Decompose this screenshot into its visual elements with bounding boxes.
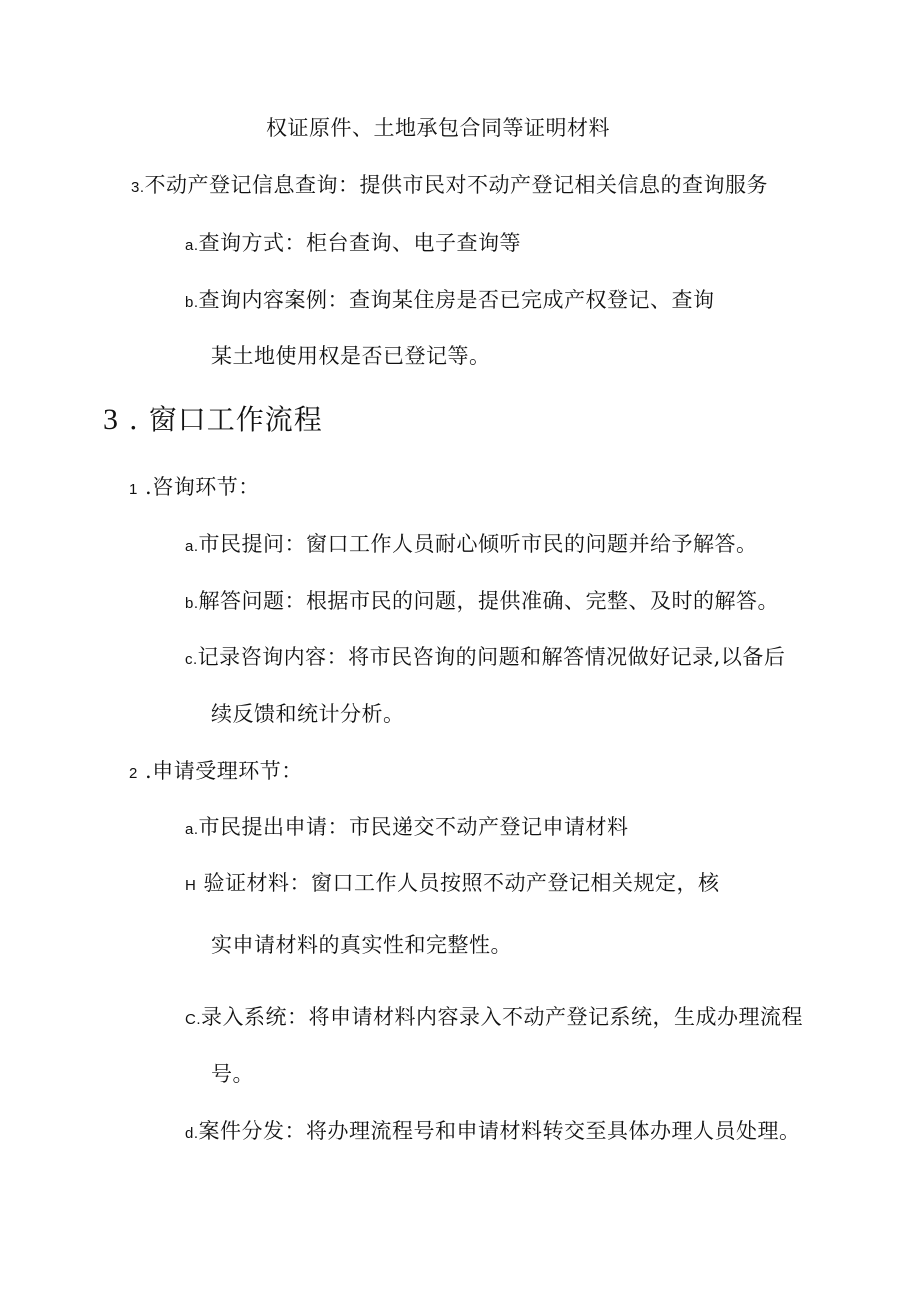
list-item	[185, 869, 720, 900]
item-text: 记录咨询内容：将市民咨询的问题和解答情况做好记录,以备后	[197, 645, 786, 669]
item-text: 查询方式：柜台查询、电子查询等	[198, 231, 522, 255]
list-item	[185, 229, 521, 260]
item-text: 查询内容案例：查询某住房是否已完成产权登记、查询	[198, 288, 715, 312]
list-item	[129, 473, 260, 504]
list-item	[185, 530, 758, 561]
list-item	[129, 757, 303, 788]
list-item	[185, 286, 715, 317]
item-text: .申请受理环节：	[137, 759, 303, 783]
item-marker: b.	[185, 595, 199, 612]
heading-text: 窗口工作流程	[148, 403, 323, 436]
item-text: 市民提问：窗口工作人员耐心倾听市民的问题并给予解答。	[198, 532, 758, 556]
text-line	[211, 342, 491, 370]
item-text: 解答问题：根据市民的问题，提供准确、完整、及时的解答。	[198, 589, 780, 613]
list-item	[185, 1117, 801, 1148]
text-line	[211, 1060, 254, 1088]
item-marker: a.	[185, 821, 199, 838]
list-item	[185, 813, 629, 844]
item-text: .咨询环节：	[137, 475, 260, 499]
item-marker: H	[185, 877, 197, 894]
item-marker: a.	[185, 538, 199, 555]
list-item	[185, 1003, 803, 1034]
line-text: 权证原件、土地承包合同等证明材料	[266, 116, 610, 140]
item-marker: d.	[185, 1125, 199, 1142]
item-marker: 2	[129, 765, 138, 782]
item-text: 市民提出申请：市民递交不动产登记申请材料	[198, 815, 629, 839]
item-marker: 1	[129, 481, 138, 498]
line-text: 实申请材料的真实性和完整性。	[211, 933, 512, 957]
item-text: 验证材料：窗口工作人员按照不动产登记相关规定，核	[196, 871, 720, 895]
item-marker: a.	[185, 237, 199, 254]
section-heading	[103, 402, 323, 438]
line-text: 号。	[211, 1062, 254, 1086]
item-text: 不动产登记信息查询：提供市民对不动产登记相关信息的查询服务	[144, 173, 769, 197]
item-marker: 3.	[131, 179, 145, 196]
item-text: 案件分发：将办理流程号和申请材料转交至具体办理人员处理。	[198, 1119, 801, 1143]
item-text: 录入系统：将申请材料内容录入不动产登记系统，生成办理流程	[201, 1005, 803, 1029]
list-item	[185, 643, 785, 674]
text-line	[211, 931, 512, 959]
list-item	[131, 171, 768, 202]
item-marker: b.	[185, 294, 199, 311]
text-line	[211, 700, 405, 728]
heading-separator: .	[119, 403, 149, 436]
text-line	[266, 114, 610, 142]
list-item	[185, 587, 779, 618]
heading-number: 3	[103, 403, 119, 436]
item-marker: C.	[185, 1011, 201, 1028]
line-text: 续反馈和统计分析。	[211, 702, 405, 726]
item-marker: c.	[185, 651, 198, 668]
line-text: 某土地使用权是否已登记等。	[211, 344, 491, 368]
